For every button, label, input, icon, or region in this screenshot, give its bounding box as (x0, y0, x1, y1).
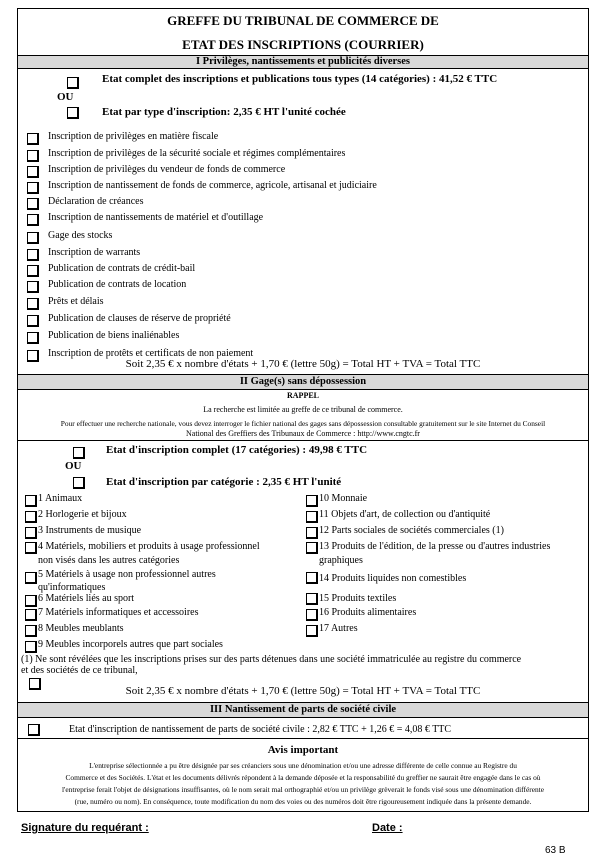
section1-item-checkbox[interactable] (27, 133, 39, 145)
category-3-label: 3 Instruments de musique (38, 525, 142, 536)
form-reference: 63 B (545, 845, 566, 856)
category-11-label: 11 Objets d'art, de collection ou d'antiquité (319, 509, 491, 520)
section1-item-checkbox[interactable] (27, 249, 39, 261)
section1-item-checkbox[interactable] (27, 166, 39, 178)
category-2-label: 2 Horlogerie et bijoux (38, 509, 127, 520)
category-1-label: 1 Animaux (38, 493, 83, 504)
category-5-checkbox[interactable] (25, 572, 37, 584)
rappel-line1: La recherche est limitée au greffe de ce tribunal de commerce. (203, 405, 403, 414)
section1-item-label: Inscription de privilèges du vendeur de fonds de commerce (48, 164, 286, 175)
signature-label: Signature du requérant : (21, 822, 149, 834)
section1-item-label: Inscription de protêts et certificats de non paiement (48, 348, 254, 359)
form-frame (17, 8, 589, 812)
category-7-label: 7 Matériels informatiques et accessoires (38, 607, 199, 618)
category-6-label: 6 Matériels liés au sport (38, 593, 135, 604)
section1-item-label: Inscription de nantissement de fonds de commerce, agricole, artisanal et judiciaire (48, 180, 377, 191)
section3-checkbox[interactable] (28, 724, 40, 736)
section1-item-checkbox[interactable] (27, 298, 39, 310)
section1-item-label: Inscription de warrants (48, 247, 141, 258)
category-8-checkbox[interactable] (25, 625, 37, 637)
category-10-label: 10 Monnaie (319, 493, 368, 504)
section1-ou: OU (57, 91, 74, 103)
section3-heading: III Nantissement de parts de société civile (18, 702, 588, 718)
section2-note-line2: et des sociétés de ce tribunal, (21, 665, 138, 676)
category-6-checkbox[interactable] (25, 595, 37, 607)
section1-type-checkbox[interactable] (67, 107, 79, 119)
section2-note-line1: (1) Ne sont révélées que les inscriptions prises sur des parts détenues dans une société immatriculée au registre du commerce (21, 654, 522, 665)
category-1-checkbox[interactable] (25, 495, 37, 507)
rappel-line2: Pour effectuer une recherche nationale, vous devez interroger le fichier national des gages sans dépossession consultable gratuitement sur le site Internet du Conseil (60, 419, 546, 428)
rappel-line3: National des Greffiers des Tribunaux de Commerce : http://www.cngtc.fr (186, 429, 420, 438)
category-12-label: 12 Parts sociales de sociétés commerciales (1) (319, 525, 504, 536)
section1-item-checkbox[interactable] (27, 265, 39, 277)
category-2-checkbox[interactable] (25, 511, 37, 523)
section2-cat-checkbox[interactable] (73, 477, 85, 489)
section2-heading: II Gage(s) sans dépossession (18, 374, 588, 390)
category-3-checkbox[interactable] (25, 527, 37, 539)
category-10-checkbox[interactable] (306, 495, 318, 507)
category-13-checkbox[interactable] (306, 542, 318, 554)
category-12-checkbox[interactable] (306, 527, 318, 539)
section2-ou: OU (65, 460, 82, 472)
section1-item-label: Publication de contrats de location (48, 279, 187, 290)
section1-item-label: Publication de clauses de réserve de propriété (48, 313, 231, 324)
section1-full-checkbox[interactable] (67, 77, 79, 89)
category-11-checkbox[interactable] (306, 511, 318, 523)
category-4-checkbox[interactable] (25, 542, 37, 554)
section1-item-label: Prêts et délais (48, 296, 104, 307)
category-14-checkbox[interactable] (306, 572, 318, 584)
section2-full-checkbox[interactable] (73, 447, 85, 459)
rappel-title: RAPPEL (287, 391, 319, 400)
avis-line3: l'entreprise ferait l'objet de désignations insuffisantes, où le nom serait mal orthographié et/ou un privilège grèverait le fonds visé sous une dénomination différente (61, 785, 545, 794)
category-17-checkbox[interactable] (306, 625, 318, 637)
section1-item-label: Déclaration de créances (48, 196, 144, 207)
section1-item-label: Inscription de privilèges en matière fiscale (48, 131, 219, 142)
category-13-label: 13 Produits de l'édition, de la presse ou d'autres industries (319, 541, 551, 552)
avis-line4: (rue, numéro ou nom). En conséquence, toute modification du nom des voies ou des numéros doit être rigoureusement indiquée dans la présente demande. (74, 797, 532, 806)
category-17-label: 17 Autres (319, 623, 358, 634)
section3-label: Etat d'inscription de nantissement de parts de société civile : 2,82 € TTC + 1,26 € = 4,08 € TTC (69, 724, 452, 735)
section1-item-checkbox[interactable] (27, 232, 39, 244)
section1-item-label: Publication de contrats de crédit-bail (48, 263, 196, 274)
section1-item-label: Gage des stocks (48, 230, 113, 241)
section1-item-label: Publication de biens inaliénables (48, 330, 180, 341)
category-4-label: 4 Matériels, mobiliers et produits à usage professionnel (38, 541, 260, 552)
avis-line2: Commerce et des Sociétés. L'état et les documents délivrés répondent à la demande déposée et la responsabilité du greffier ne saurait être engagée dans le cas où (65, 773, 541, 782)
section1-item-checkbox[interactable] (27, 332, 39, 344)
category-16-checkbox[interactable] (306, 609, 318, 621)
category-4-label-cont: non visés dans les autres catégories (38, 555, 180, 566)
category-15-checkbox[interactable] (306, 593, 318, 605)
section1-item-checkbox[interactable] (27, 214, 39, 226)
section1-item-checkbox[interactable] (27, 150, 39, 162)
section1-formula: Soit 2,35 € x nombre d'états + 1,70 € (lettre 50g) = Total HT + TVA = Total TTC (125, 358, 481, 370)
section1-item-label: Inscription de privilèges de la sécurité sociale et régimes complémentaires (48, 148, 346, 159)
category-16-label: 16 Produits alimentaires (319, 607, 417, 618)
section1-item-checkbox[interactable] (27, 281, 39, 293)
category-5-label: 5 Matériels à usage non professionnel autres (38, 569, 216, 580)
date-label: Date : (372, 822, 403, 834)
category-9-label: 9 Meubles incorporels autres que part sociales (38, 639, 223, 650)
section1-item-checkbox[interactable] (27, 198, 39, 210)
form-title-line2: ETAT DES INSCRIPTIONS (COURRIER) (182, 37, 424, 52)
section2-divider (18, 440, 588, 441)
section1-item-label: Inscription de nantissements de matériel et d'outillage (48, 212, 264, 223)
form-title-line1: GREFFE DU TRIBUNAL DE COMMERCE DE (167, 13, 439, 28)
section1-item-checkbox[interactable] (27, 315, 39, 327)
section1-type-label: Etat par type d'inscription: 2,35 € HT l'unité cochée (102, 106, 346, 118)
category-9-checkbox[interactable] (25, 641, 37, 653)
category-14-label: 14 Produits liquides non comestibles (319, 573, 467, 584)
section3-divider (18, 738, 588, 739)
category-8-label: 8 Meubles meublants (38, 623, 124, 634)
section2-formula: Soit 2,35 € x nombre d'états + 1,70 € (lettre 50g) = Total HT + TVA = Total TTC (125, 685, 481, 697)
avis-line1: L'entreprise sélectionnée a pu être désignée par ses créanciers sous une dénomination et/ou une adresse différente de celle connue au Registre du (89, 761, 517, 770)
section1-full-label: Etat complet des inscriptions et publications tous types (14 catégories) : 41,52 € TTC (102, 73, 498, 85)
category-7-checkbox[interactable] (25, 609, 37, 621)
section2-full-label: Etat d'inscription complet (17 catégories) : 49,98 € TTC (106, 444, 368, 456)
category-13-label-cont: graphiques (319, 555, 363, 566)
category-15-label: 15 Produits textiles (319, 593, 397, 604)
section1-item-checkbox[interactable] (27, 182, 39, 194)
section2-cat-label: Etat d'inscription par catégorie : 2,35 € HT l'unité (106, 476, 342, 488)
section1-heading: I Privilèges, nantissements et publicités diverses (18, 55, 588, 69)
avis-title: Avis important (267, 744, 339, 756)
category-5-label-cont: qu'informatiques (38, 582, 106, 593)
